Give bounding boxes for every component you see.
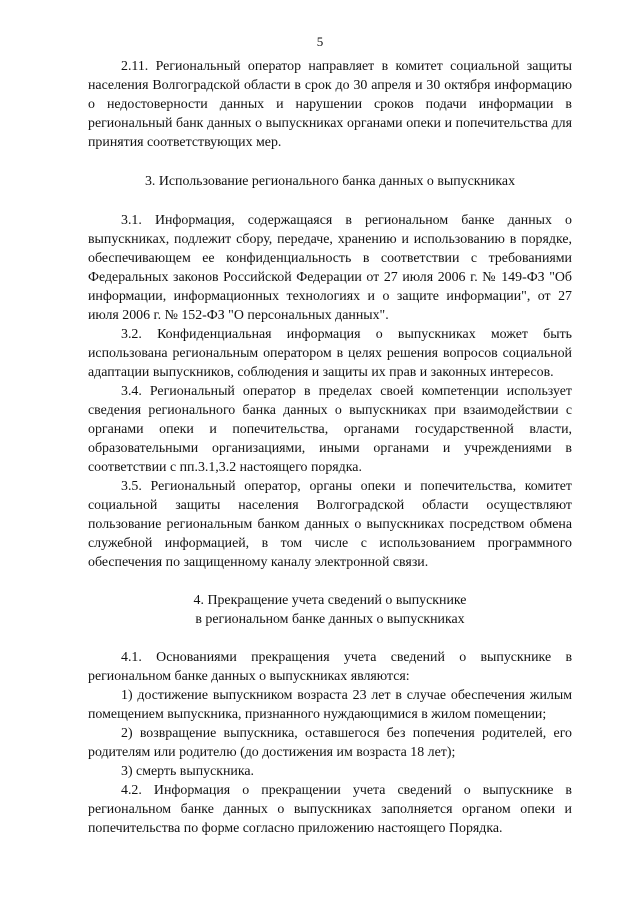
section-4-heading-line2: в региональном банке данных о выпускниках: [195, 612, 465, 627]
section-4-heading-line1: 4. Прекращение учета сведений о выпускнике: [193, 593, 467, 608]
paragraph-4-2: 4.2. Информация о прекращении учета сведений о выпускнике в региональном банке данных о выпускниках заполняется органом опеки и попечительства по форме согласно приложению настоящего Порядка.: [88, 783, 572, 836]
paragraph-4-1-item-1: 1) достижение выпускником возраста 23 лет в случае обеспечения жилым помещением выпускника, признанного нуждающимися в жилом помещении;: [88, 688, 572, 722]
paragraph-4-1-item-3: 3) смерть выпускника.: [121, 764, 255, 779]
paragraph-3-1: 3.1. Информация, содержащаяся в региональном банке данных о выпускниках, подлежит сбору, передаче, хранению и использованию в порядке, обеспечивающем ее конфиденциальность в соответствии с требованиями Федеральных законов Российской Федерации от 27 июля 2006 г. № 149-ФЗ "Об информации, информационных технологиях и о защите информации", от 27 июля 2006 г. № 152-ФЗ "О персональных данных".: [88, 213, 572, 323]
spacer: [88, 152, 572, 172]
paragraph-3-4: 3.4. Региональный оператор в пределах своей компетенции использует сведения регионального банка данных о выпускниках при взаимодействии с органами опеки и попечительства, органами государственной власти, образовательными организациями, иными органами и учреждениями в соответствии с пп.3.1,3.2 настоящего порядка.: [88, 384, 572, 475]
section-3-heading: 3. Использование регионального банка данных о выпускниках: [144, 174, 516, 189]
paragraph-4-1-item-2: 2) возвращение выпускника, оставшегося без попечения родителей, его родителям или родителю (до достижения им возраста 18 лет);: [88, 726, 572, 760]
spacer: [88, 572, 572, 591]
page-number: 5: [316, 34, 324, 49]
paragraph-3-2: 3.2. Конфиденциальная информация о выпускниках может быть использована региональным оператором в целях решения вопросов социальной адаптации выпускников, соблюдения и защиты их прав и законных интересов.: [88, 327, 572, 380]
document-body: [88, 57, 572, 838]
spacer: [88, 629, 572, 648]
paragraph-3-5: 3.5. Региональный оператор, органы опеки и попечительства, комитет социальной защиты населения Волгоградской области осуществляют пользование региональным банком данных о выпускниках посредством обмена служебной информацией, в том числе с использованием программного обеспечения по защищенному каналу электронной связи.: [88, 479, 572, 570]
paragraph-4-1: 4.1. Основаниями прекращения учета сведений о выпускнике в региональном банке данных о выпускниках являются:: [88, 650, 572, 684]
spacer: [88, 191, 572, 211]
paragraph-2-11: 2.11. Региональный оператор направляет в комитет социальной защиты населения Волгоградской области в срок до 30 апреля и 30 октября информацию о недостоверности данных и нарушении сроков подачи информации в региональный банк данных о выпускниках органами опеки и попечительства для принятия соответствующих мер.: [88, 59, 572, 150]
